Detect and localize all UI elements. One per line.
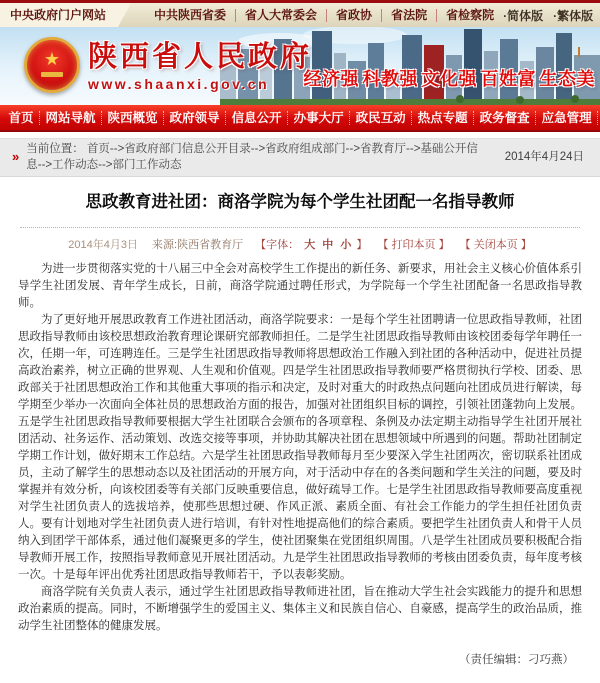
nav-item-home[interactable]: 首页	[3, 111, 40, 125]
article-paragraph-1: 为进一步贯彻落实党的十八届三中全会对高校学生工作提出的新任务、新要求，用社会主义核心价值体系引导学生社团发展、青年学生成长，日前，商洛学院通过聘任形式，为学院每一个学生社团配备一名思政指导教师。	[18, 263, 582, 309]
traditional-version-link[interactable]: ·繁体版	[553, 8, 594, 23]
site-identity	[88, 41, 312, 92]
site-header-banner	[0, 27, 600, 105]
nav-item-emergency[interactable]: 应急管理	[536, 111, 598, 125]
nav-item-leaders[interactable]: 政府领导	[164, 111, 226, 125]
main-nav	[0, 105, 600, 132]
simplified-version-link[interactable]: ·简体版	[503, 8, 544, 23]
gate-icon	[41, 72, 63, 77]
top-link-peoples-congress[interactable]: 省人大常委会	[236, 9, 327, 22]
nav-item-supervision[interactable]: 政务督查	[474, 111, 536, 125]
close-page-button[interactable]: 【 关闭本页 】	[459, 239, 532, 251]
breadcrumb-path[interactable]: 首页-->省政府部门信息公开目录-->省政府组成部门-->省教育厅-->基础公开信息-->工作动态-->部门工作动态	[26, 143, 478, 171]
font-size-label-close: 】	[356, 239, 368, 251]
article-paragraph-2: 为了更好地开展思政教育工作进社团活动，商洛学院要求：一是每个学生社团聘请一位思政指导教师，社团思政指导教师由该校思想政治教育理论课研究部教师担任。二是学生社团思政指导教师由该校团委每学年聘任一次，任期一年，可连聘连任。三是学生社团思政指导教师将思想政治工作融入到社团的各种活动中，促进社员提高政治素养，树立正确的世界观、人生观和价值观。四是学生社团思政指导教师要严格贯彻执行学校、团委、思政部关于社团思想政治工作和其他重大事项的指示和决定，及时对重大的时政热点问题向社团成员进行解读，每学期至少举办一次面向全体社员的思想政治方面的报告，加强对社团组织目标的调控，引领社团蓬勃向上发展。五是学生社团思政指导教师要根据大学生社团联合会颁布的各项章程、条例及办法定期主动指导学生社团开展社团活动、社务运作、活动策划、改选交接等事项，并协助其解决社团在思想领域中所遇到的问题。帮助社团制定学期工作计划，做好期末工作总结。六是学生社团思政指导教师每月至少要深入学生社团两次，密切联系社团成员，主动了解学生的思想动态以及社团活动的开展方向，对于活动中存在的各类问题和学生关注的问题，要及时掌握并有效分析，向该校团委等有关部门反映重要信息，做好疏导工作。七是学生社团思政指导教师要高度重视对学生社团负责人的选拔培养，使那些思想过硬、作风正派、素质全面、有社会工作能力的学生担任社团负责人。要有计划地对学生社团负责人进行培训，有针对性地提高他们的综合素质。要把学生社团负责人和骨干人员纳入到团学干部体系，通过他们凝聚更多的学生，使社团聚集在党团组织周围。八是学生社团成员要积极配合指导教师开展工作，按照指导教师意见开展社团活动。九是学生社团思政指导教师的考核由团委负责，每年度考核一次。十是每年评出优秀社团思政指导教师若干，予以表彰奖励。	[18, 314, 582, 581]
top-link-procuratorate[interactable]: 省检察院	[446, 7, 495, 22]
national-emblem-logo	[24, 37, 80, 93]
top-link-provincial-committee[interactable]: 中共陕西省委	[145, 9, 236, 22]
font-size-medium-button[interactable]: 中	[322, 239, 334, 251]
breadcrumb-bar	[0, 138, 600, 177]
tab-slant-decoration	[118, 3, 131, 27]
nav-item-interaction[interactable]: 政民互动	[350, 111, 412, 125]
gov-sites-links	[145, 3, 503, 27]
editor-credit: （责任编辑：刁巧燕）	[459, 654, 574, 666]
font-size-small-button[interactable]: 小	[340, 239, 352, 251]
article	[0, 191, 600, 683]
top-utility-bar	[0, 3, 600, 27]
site-name: 陕西省人民政府	[88, 41, 313, 73]
font-size-large-button[interactable]: 大	[304, 239, 316, 251]
nav-item-overview[interactable]: 陕西概览	[102, 111, 164, 125]
font-size-label: 【字体：	[255, 239, 300, 251]
site-slogan: 经济强 科教强 文化强 百姓富 生态美	[303, 69, 595, 89]
breadcrumb	[26, 141, 478, 173]
article-meta	[18, 236, 582, 252]
publish-date: 2014年4月3日	[68, 239, 138, 251]
central-gov-portal-link[interactable]: 中央政府门户网站	[0, 3, 118, 27]
star-icon: ★	[43, 48, 61, 69]
dotted-divider	[20, 227, 580, 228]
breadcrumb-label: 当前位置：	[26, 143, 84, 155]
article-title: 思政教育进社团：商洛学院为每个学生社团配一名指导教师	[85, 193, 515, 211]
nav-item-info-disclosure[interactable]: 信息公开	[226, 111, 288, 125]
breadcrumb-arrow-icon: »	[12, 149, 20, 164]
print-page-button[interactable]: 【 打印本页 】	[377, 239, 450, 251]
article-source: 来源:陕西省教育厅	[152, 239, 244, 251]
article-paragraph-3: 商洛学院有关负责人表示，通过学生社团思政指导教师进社团，旨在推动大学生社会实践能力的提升和思想政治素质的提高。同时，不断增强学生的爱国主义、集体主义和民族自信心、自豪感，提高学生的政治品质，推动学生社团整体的健康发展。	[18, 586, 582, 632]
top-link-cppcc[interactable]: 省政协	[327, 9, 382, 22]
current-date: 2014年4月24日	[504, 151, 584, 163]
top-link-court[interactable]: 省法院	[382, 9, 437, 22]
nav-item-sitemap[interactable]: 网站导航	[40, 111, 102, 125]
site-url: www.shaanxi.gov.cn	[88, 76, 270, 92]
nav-item-service-hall[interactable]: 办事大厅	[288, 111, 350, 125]
nav-item-hot-topics[interactable]: 热点专题	[412, 111, 474, 125]
article-body	[18, 261, 582, 635]
language-switcher	[503, 3, 600, 27]
